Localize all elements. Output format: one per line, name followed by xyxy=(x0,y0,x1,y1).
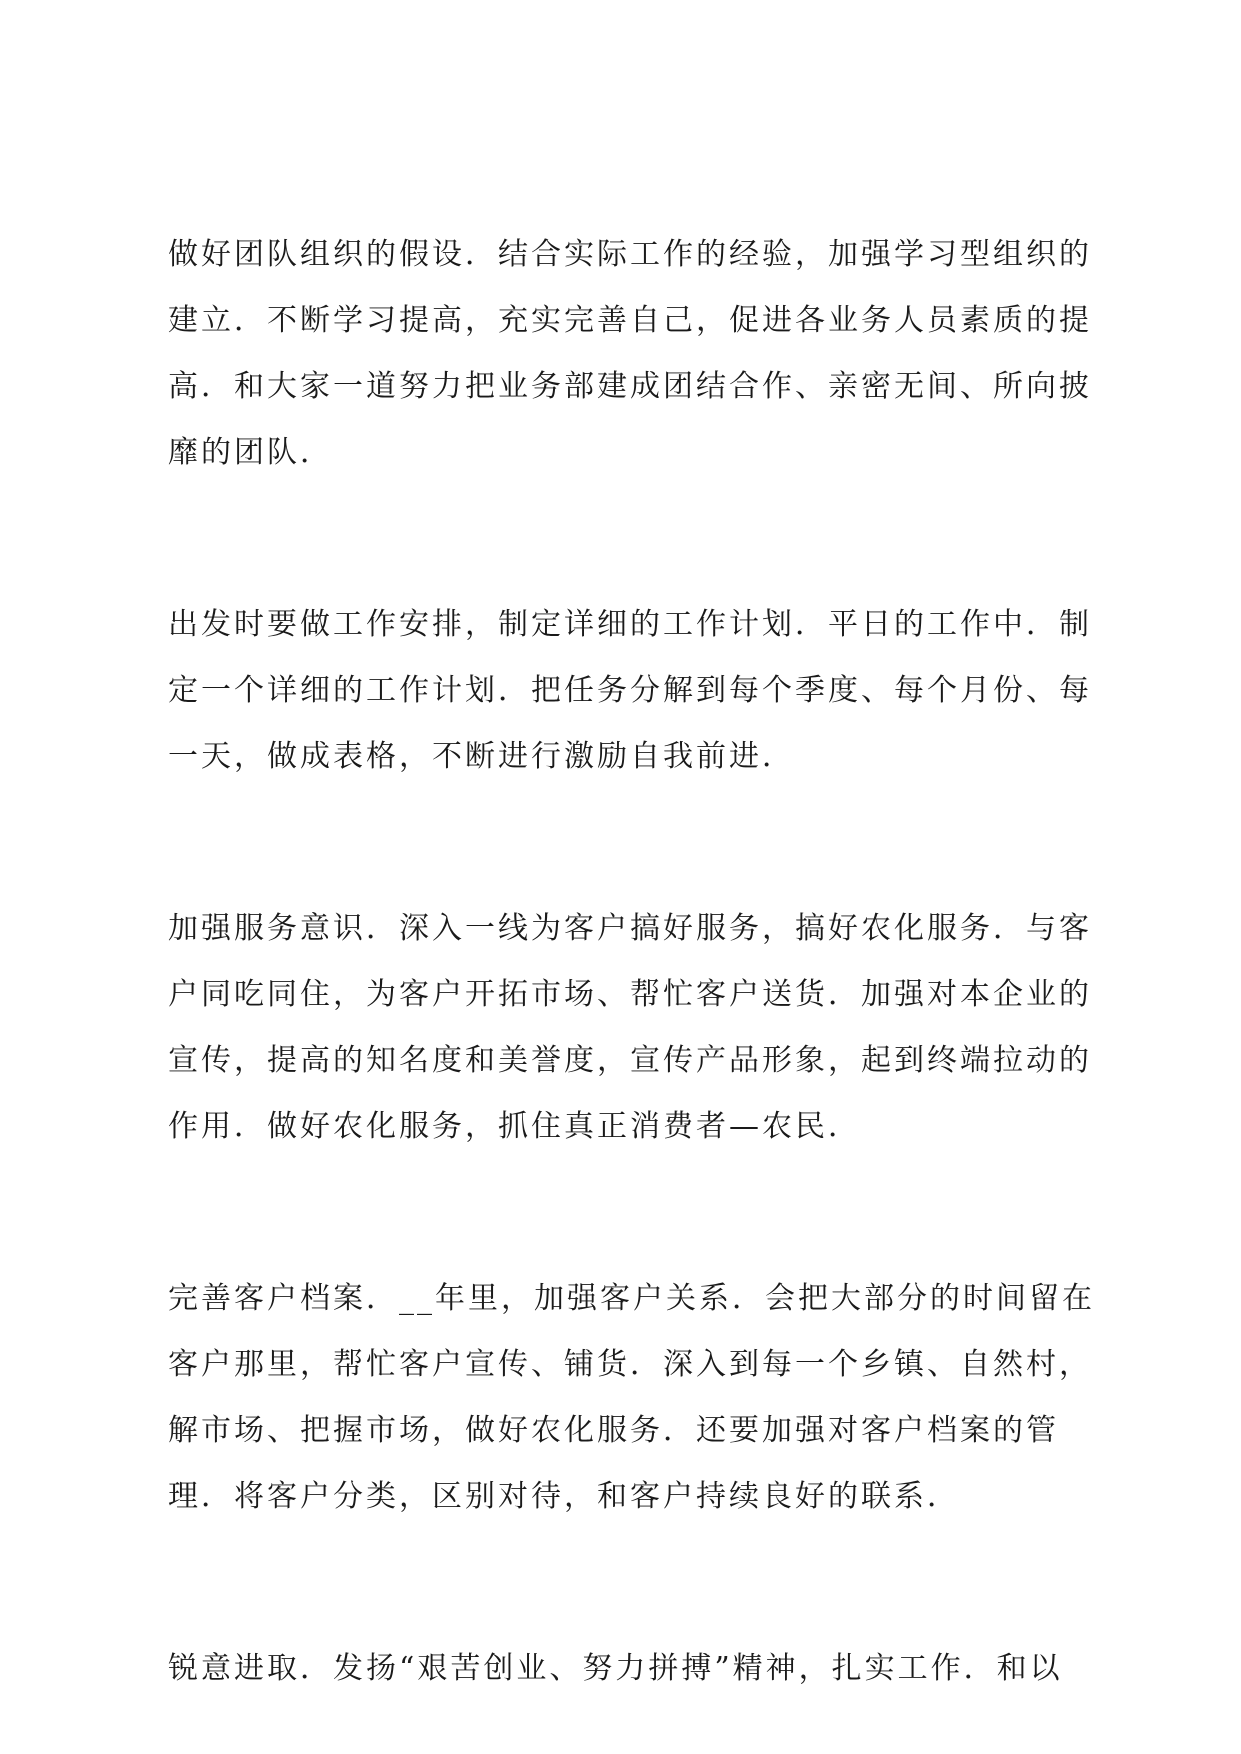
paragraph-service-awareness xyxy=(168,896,1092,1160)
text-line: 建立．不断学习提高，充实完善自己，促进各业务人员素质的提 xyxy=(168,303,1092,338)
document-body xyxy=(168,222,1095,1702)
text-line: 高．和大家一道努力把业务部建成团结合作、亲密无间、所向披 xyxy=(168,369,1092,404)
text-line: 一天，做成表格，不断进行激励自我前进． xyxy=(168,739,795,774)
text-line: 完善客户档案．__年里，加强客户关系．会把大部分的时间留在 xyxy=(168,1281,1095,1316)
paragraph-enterprising xyxy=(168,1636,1088,1702)
paragraph-customer-files xyxy=(168,1266,1095,1530)
text-line: 出发时要做工作安排，制定详细的工作计划．平日的工作中．制 xyxy=(168,607,1092,642)
text-line: 靡的团队． xyxy=(168,435,333,470)
text-line: 解市场、把握市场，做好农化服务．还要加强对客户档案的管 xyxy=(168,1413,1059,1448)
paragraph-team-building xyxy=(168,222,1092,486)
text-line: 户同吃同住，为客户开拓市场、帮忙客户送货．加强对本企业的 xyxy=(168,977,1092,1012)
text-line: 客户那里，帮忙客户宣传、铺货．深入到每一个乡镇、自然村， xyxy=(168,1347,1092,1382)
text-line: 理．将客户分类，区别对待，和客户持续良好的联系． xyxy=(168,1479,960,1514)
text-line: 做好团队组织的假设．结合实际工作的经验，加强学习型组织的 xyxy=(168,237,1092,272)
text-line: 定一个详细的工作计划．把任务分解到每个季度、每个月份、每 xyxy=(168,673,1092,708)
paragraph-work-plan xyxy=(168,592,1092,790)
text-line: 作用．做好农化服务，抓住真正消费者—农民． xyxy=(168,1109,861,1144)
text-line: 加强服务意识．深入一线为客户搞好服务，搞好农化服务．与客 xyxy=(168,911,1092,946)
text-line: 宣传，提高的知名度和美誉度，宣传产品形象，起到终端拉动的 xyxy=(168,1043,1092,1078)
text-line: 锐意进取．发扬“艰苦创业、努力拼搏”精神，扎实工作．和以 xyxy=(168,1651,1063,1686)
